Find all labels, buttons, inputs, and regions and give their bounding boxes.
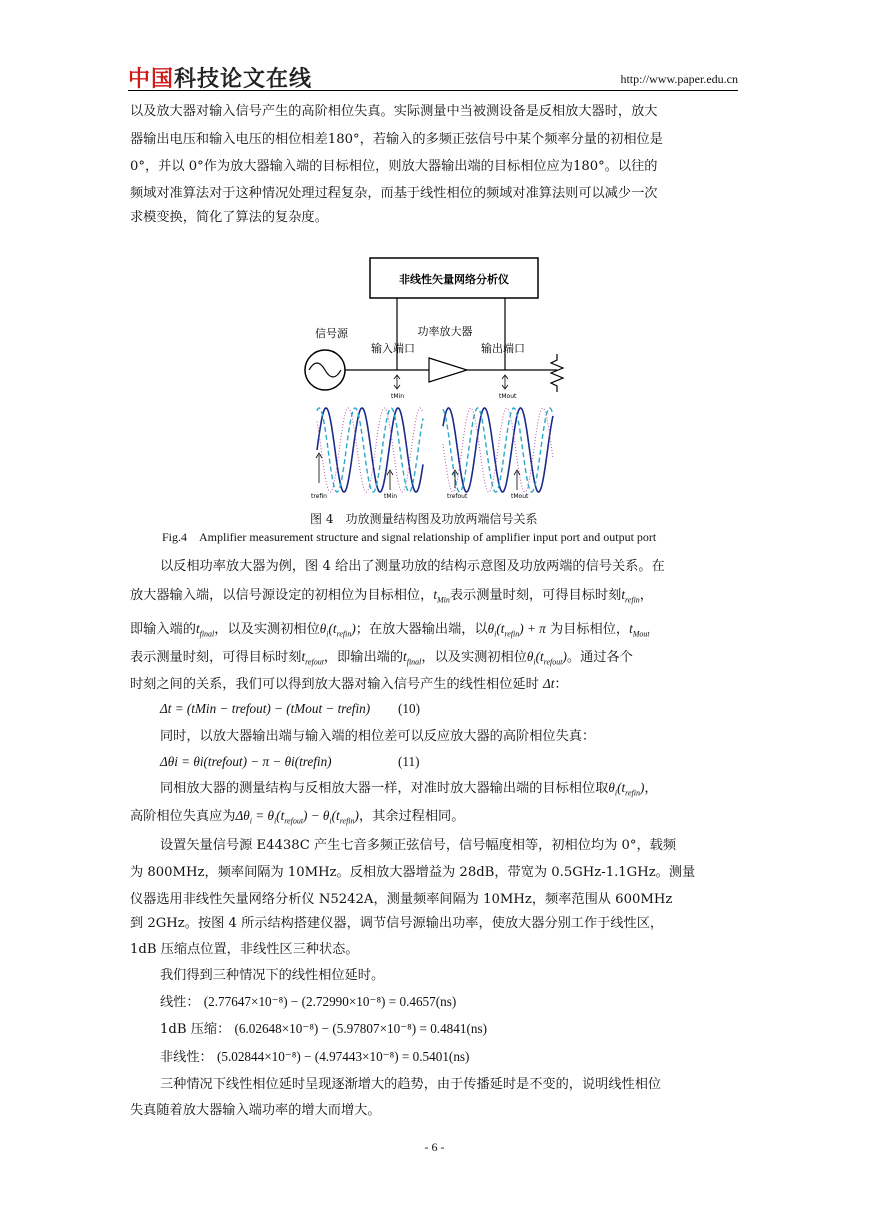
t-refout-label: trefout [447,493,468,500]
body-p4-line-5: 1dB 压缩点位置，非线性区三种状态。 [130,942,359,957]
body-p2: 同时，以放大器输出端与输入端的相位差可以反应放大器的高阶相位失真： [160,729,596,744]
body-p1-line-4: 表示测量时刻，可得目标时刻$t_{refout}$，即输出端的$t_{final}$，以及实测初相位$\theta_i(t_{refout})$。通过各个 [130,649,633,667]
equation-11-number: (11) [398,754,420,769]
intro-line-4: 频域对准算法对于这种情况处理过程复杂，而基于线性相位的频域对准算法则可以减少一次 [130,186,658,201]
figure-caption-en: Fig.4 Amplifier measurement structure and signal relationship of amplifier input port and output port [162,530,657,544]
body-p6-line-1: 三种情况下线性相位延时呈现逐渐增大的趋势，由于传播延时是不变的，说明线性相位 [160,1077,662,1092]
body-p4-line-1: 设置矢量信号源 E4438C 产生七音多频正弦信号，信号幅度相等，初相位均为 0°，载频 [160,838,677,853]
source-label: 信号源 [315,327,348,340]
output-port-label: 输出端口 [481,342,525,355]
input-waveforms [317,408,423,492]
analyzer-label: 非线性矢量网络分析仪 [399,273,509,286]
intro-line-1: 以及放大器对输入信号产生的高阶相位失真。实际测量中当被测设备是反相放大器时，放大 [130,104,658,119]
body-p3-line-2: 高阶相位失真应为$\Delta\theta_i = \theta_i(t_{refout}) - \theta_i(t_{refin})$，其余过程相同。 [130,808,465,826]
equation-10-number: (10) [398,701,420,716]
intro-line-2: 器输出电压和输入电压的相位相差180°，若输入的多频正弦信号中某个频率分量的初相位是 [130,132,663,147]
figure-caption-cn: 图 4 功放测量结构图及功放两端信号关系 [310,512,538,526]
body-p1-line-3: 即输入端的$t_{final}$，以及实测初相位$\theta_i(t_{refin})$；在放大器输出端，以$\theta_i(t_{refin}) + \pi$ 为目标相位，$t_{Mout}$ [130,621,650,639]
equation-11: Δθi = θi(trefout) − π − θi(trefin) [160,754,332,769]
amplifier-measurement-figure [295,250,585,510]
page-number: - 6 - [424,1140,445,1154]
load-resistor-icon [551,354,563,392]
site-logo: 中国科技论文在线 [128,67,313,92]
body-p1-line-5: 时刻之间的关系，我们可以得到放大器对输入信号产生的线性相位延时 Δt： [130,676,568,692]
intro-line-5: 求模变换，简化了算法的复杂度。 [130,210,328,225]
t-min-wave-label: tMin [384,493,397,500]
header-divider [128,90,738,91]
result-linear: 线性： (2.77647×10⁻⁸) − (2.72990×10⁻⁸) = 0.4657(ns) [160,994,457,1010]
t-mout-label: tMout [499,393,517,400]
body-p4-line-2: 为 800MHz，频率间隔为 10MHz。反相放大器增益为 28dB，带宽为 0.5GHz-1.1GHz。测量 [130,865,696,880]
output-waveforms [443,408,553,492]
body-p1-line-1: 以反相功率放大器为例，图 4 给出了测量功放的结构示意图及功放两端的信号关系。在 [160,559,665,574]
amplifier-icon [429,358,467,382]
site-url: http://www.paper.edu.cn [620,72,738,86]
body-p3-line-1: 同相放大器的测量结构与反相放大器一样，对准时放大器输出端的目标相位取$\theta_i(t_{refin})$， [160,780,658,798]
amplifier-label: 功率放大器 [417,325,473,338]
t-min-label: tMin [391,393,404,400]
input-port-label: 输入端口 [371,342,415,355]
intro-line-3: 0°，并以 0°作为放大器输入端的目标相位，则放大器输出端的目标相位应为180°。以往的 [130,159,658,174]
result-nonlinear: 非线性： (5.02844×10⁻⁸) − (4.97443×10⁻⁸) = 0.5401(ns) [160,1049,470,1065]
body-p4-line-3: 仪器选用非线性矢量网络分析仪 N5242A，测量频率间隔为 10MHz，频率范围从 600MHz [130,892,673,907]
waveform-trace [443,408,553,492]
body-p6-line-2: 失真随着放大器输入端功率的增大而增大。 [130,1103,381,1118]
t-mout-wave-label: tMout [511,493,529,500]
equation-10: Δt = (tMin − trefout) − (tMout − trefin) [160,701,371,716]
body-p4-line-4: 到 2GHz。按图 4 所示结构搭建仪器，调节信号源输出功率，使放大器分别工作于线性区， [130,916,664,931]
waveform-trace [317,408,423,492]
result-1db-compression: 1dB 压缩： (6.02648×10⁻⁸) − (5.97807×10⁻⁸) = 0.4841(ns) [160,1021,487,1037]
t-refin-label: trefin [311,493,327,500]
body-p5: 我们得到三种情况下的线性相位延时。 [160,968,385,983]
body-p1-line-2: 放大器输入端，以信号源设定的初相位为目标相位，$t_{Min}$表示测量时刻，可得目标时刻$t_{refin}$， [130,587,653,605]
